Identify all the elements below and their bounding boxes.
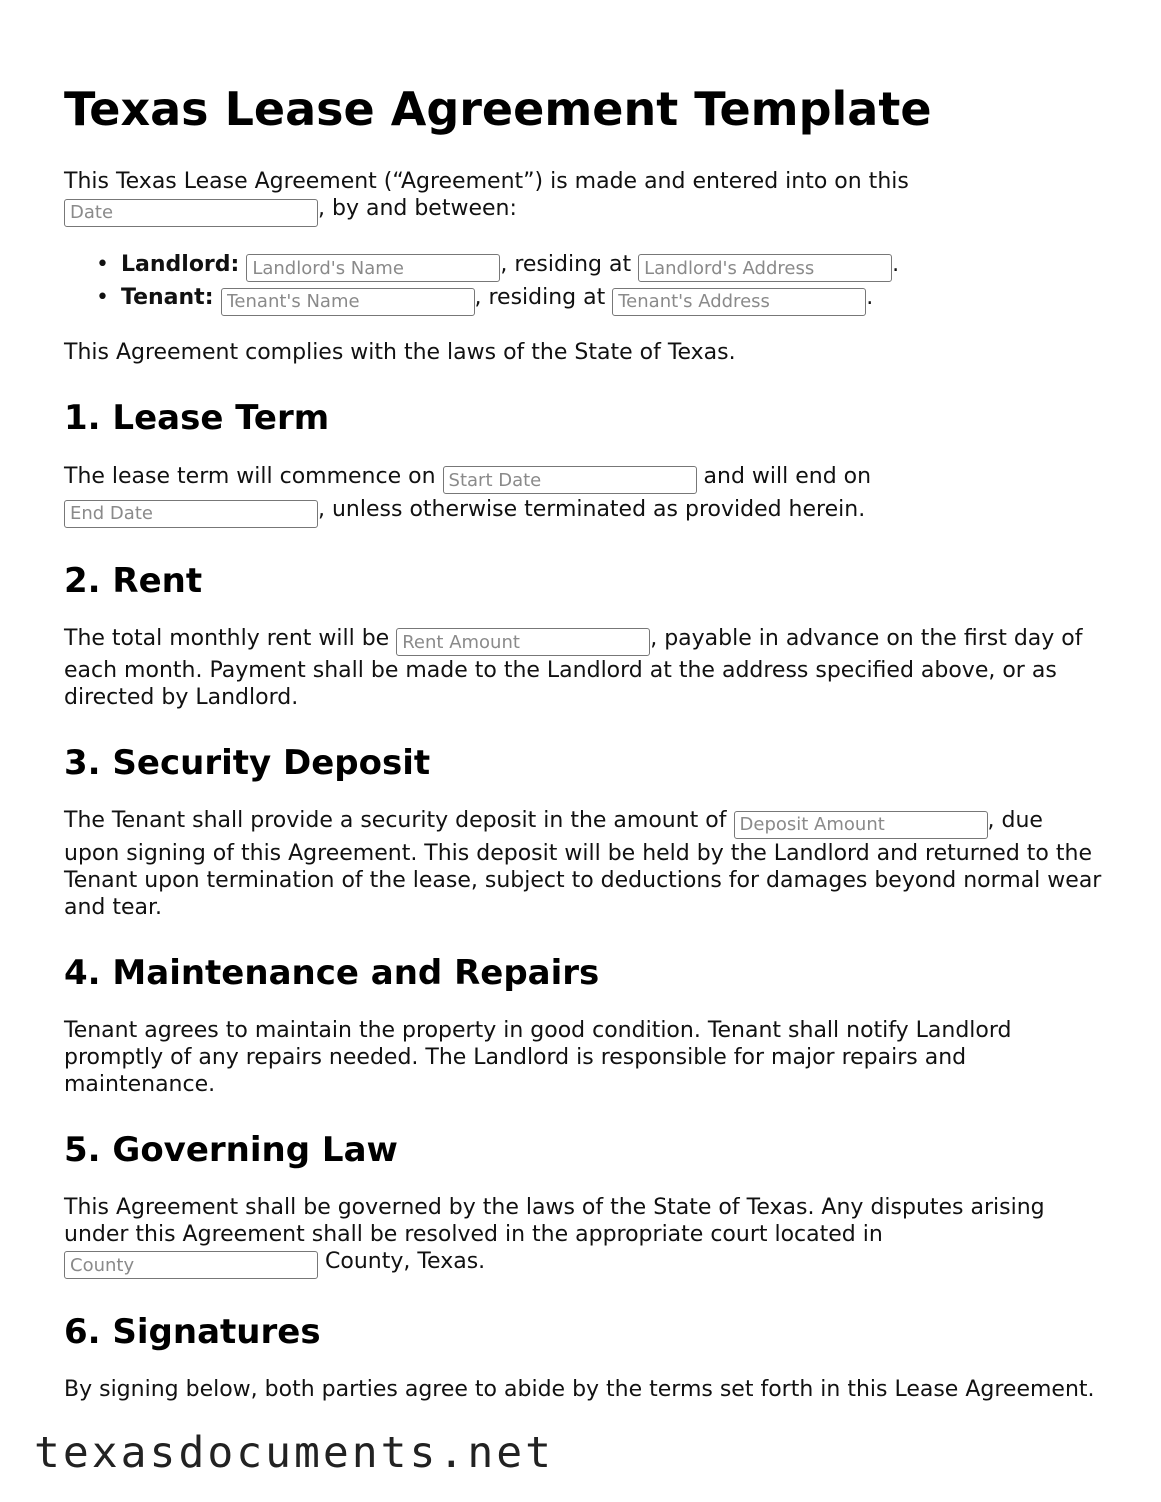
section-heading-lease-term: 1. Lease Term xyxy=(64,397,330,438)
compliance-text: This Agreement complies with the laws of the State of Texas. xyxy=(64,339,736,365)
rent-text-1: The total monthly rent will be xyxy=(64,625,390,651)
governing-law-paragraph xyxy=(64,1194,1104,1281)
rent-amount-input[interactable] xyxy=(396,628,650,656)
landlord-label: Landlord: xyxy=(121,251,240,277)
deposit-amount-input[interactable] xyxy=(734,811,988,839)
intro-text-after: , by and between: xyxy=(318,196,517,221)
tenant-label: Tenant: xyxy=(121,285,214,310)
lease-term-text-2: and will end on xyxy=(703,463,872,489)
start-date-input[interactable] xyxy=(443,466,697,494)
document-page xyxy=(64,78,1104,1403)
period-text: . xyxy=(892,251,900,277)
tenant-address-input[interactable] xyxy=(612,288,866,316)
section-heading-maintenance: 4. Maintenance and Repairs xyxy=(64,952,600,993)
lease-term-text-3: , unless otherwise terminated as provided herein. xyxy=(318,497,866,522)
landlord-address-input[interactable] xyxy=(638,254,892,282)
deposit-paragraph xyxy=(64,807,1104,921)
landlord-name-input[interactable] xyxy=(246,254,500,282)
deposit-text-2: , due upon signing of this Agreement. This deposit will be held by the Landlord and returned to the Tenant upon termination of the lease, subject to deductions for damages beyond normal wear and tear. xyxy=(64,808,1102,920)
date-input[interactable] xyxy=(64,199,318,227)
intro-paragraph xyxy=(64,168,1104,228)
period-text: . xyxy=(866,285,874,310)
intro-text: This Texas Lease Agreement (“Agreement”) is made and entered into on this xyxy=(64,169,909,194)
section-heading-signatures: 6. Signatures xyxy=(64,1312,321,1352)
maintenance-paragraph: Tenant agrees to maintain the property in good condition. Tenant shall notify Landlord promptly of any repairs needed. The Landlord is responsible for major repairs and maintenance. xyxy=(64,1017,1012,1097)
lease-term-paragraph xyxy=(64,462,1104,529)
deposit-text-1: The Tenant shall provide a security deposit in the amount of xyxy=(64,808,727,833)
bullet-icon: • xyxy=(96,285,109,310)
watermark-text: texasdocuments.net xyxy=(34,1428,554,1478)
party-item-landlord xyxy=(96,250,1104,284)
governing-law-text-1: This Agreement shall be governed by the laws of the State of Texas. Any disputes arising under this Agreement shall be resolved in the appropriate court located in xyxy=(64,1194,1045,1247)
tenant-name-input[interactable] xyxy=(221,288,475,316)
residing-text: , residing at xyxy=(474,285,606,310)
county-input[interactable] xyxy=(64,1251,318,1279)
rent-paragraph xyxy=(64,625,1104,712)
signatures-paragraph: By signing below, both parties agree to abide by the terms set forth in this Lease Agreement. xyxy=(64,1377,1095,1402)
residing-text: , residing at xyxy=(500,251,632,277)
section-heading-security-deposit: 3. Security Deposit xyxy=(64,743,431,783)
rent-text-2: , payable in advance on the first day of each month. Payment shall be made to the Landlord at the address specified above, or as directed by Landlord. xyxy=(64,625,1083,710)
document-title: Texas Lease Agreement Template xyxy=(64,82,932,136)
section-heading-rent: 2. Rent xyxy=(64,560,203,601)
end-date-input[interactable] xyxy=(64,500,318,528)
governing-law-text-2: County, Texas. xyxy=(325,1248,486,1274)
party-item-tenant xyxy=(96,283,1104,317)
lease-term-text-1: The lease term will commence on xyxy=(64,463,436,489)
bullet-icon: • xyxy=(96,251,109,277)
section-heading-governing-law: 5. Governing Law xyxy=(64,1129,398,1170)
parties-list xyxy=(64,250,1104,317)
